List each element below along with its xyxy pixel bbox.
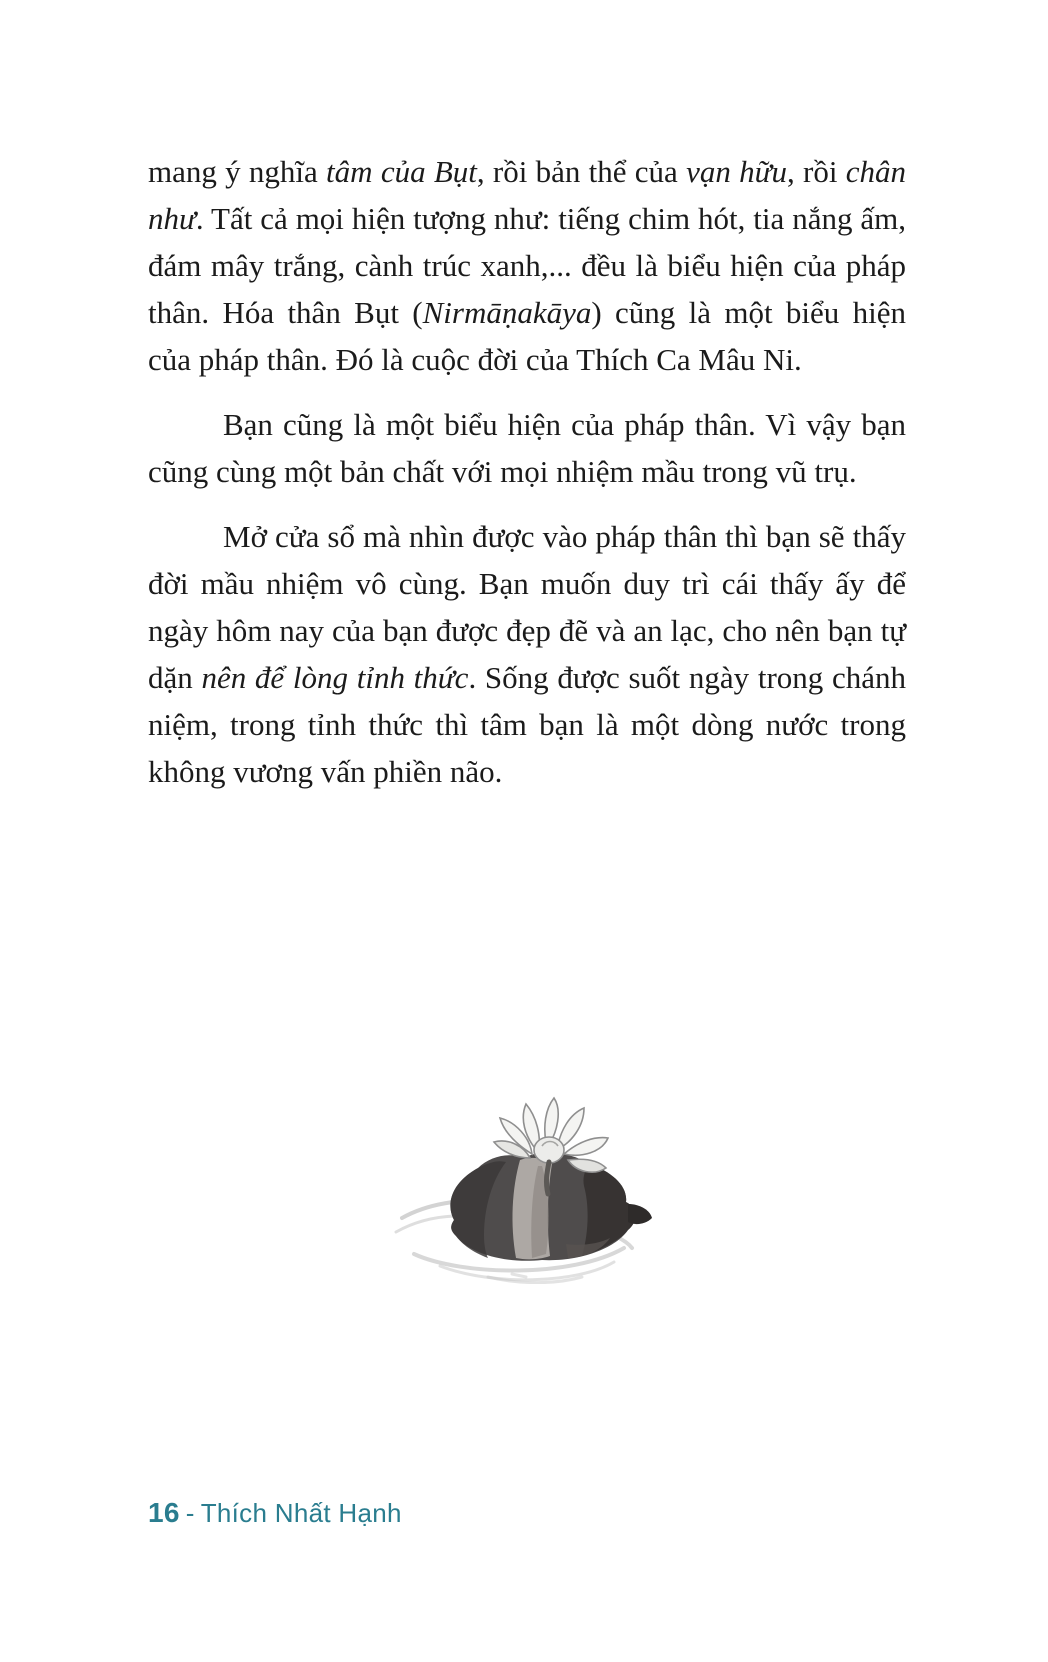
text-run: ) cũng là một biểu hiện của pháp thân. Đó là cuộc đời của Thích Ca Mâu Ni. (148, 295, 906, 377)
lotus-illustration (392, 1096, 656, 1284)
page-footer (148, 1497, 402, 1529)
footer-author: Thích Nhất Hạnh (200, 1498, 402, 1528)
lotus-ink-drawing-svg (392, 1096, 656, 1284)
italic-text-run: vạn hữu (686, 154, 787, 189)
lotus-stem-icon (546, 1162, 549, 1194)
text-run: , rồi (787, 154, 846, 189)
paragraph (148, 148, 906, 383)
italic-text-run: Nirmāṇakāya (422, 295, 592, 330)
text-run: , rồi bản thể của (476, 154, 687, 189)
text-run: . Sống được suốt ngày trong chánh niệm, trong tỉnh thức thì tâm bạn là một dòng nước trong không vương vấn phiền não. (148, 660, 907, 789)
text-run: mang ý nghĩa (148, 154, 327, 189)
text-run: Mở cửa sổ mà nhìn được vào pháp thân thì bạn sẽ thấy đời mầu nhiệm vô cùng. Bạn muốn duy trì cái thấy ấy để ngày hôm nay của bạn được đẹp đẽ và an lạc, cho nên bạn tự dặn (148, 519, 906, 695)
body-text (148, 148, 906, 813)
paragraph (148, 401, 906, 495)
paragraph (148, 513, 906, 795)
footer-separator: - (185, 1498, 195, 1528)
rock-icon (450, 1152, 652, 1260)
text-run: Bạn cũng là một biểu hiện của pháp thân. Vì vậy bạn cũng cùng một bản chất với mọi nhiệm mầu trong vũ trụ. (148, 407, 906, 489)
italic-text-run: chân như (148, 154, 906, 236)
page-number: 16 (148, 1497, 180, 1528)
text-run: . Tất cả mọi hiện tượng như: tiếng chim hót, tia nắng ấm, đám mây trắng, cành trúc xanh,... đều là biểu hiện của pháp thân. Hóa thân Bụt ( (148, 201, 906, 330)
italic-text-run: tâm của Bụt (326, 154, 477, 189)
italic-text-run: nên để lòng tỉnh thức (201, 660, 469, 695)
